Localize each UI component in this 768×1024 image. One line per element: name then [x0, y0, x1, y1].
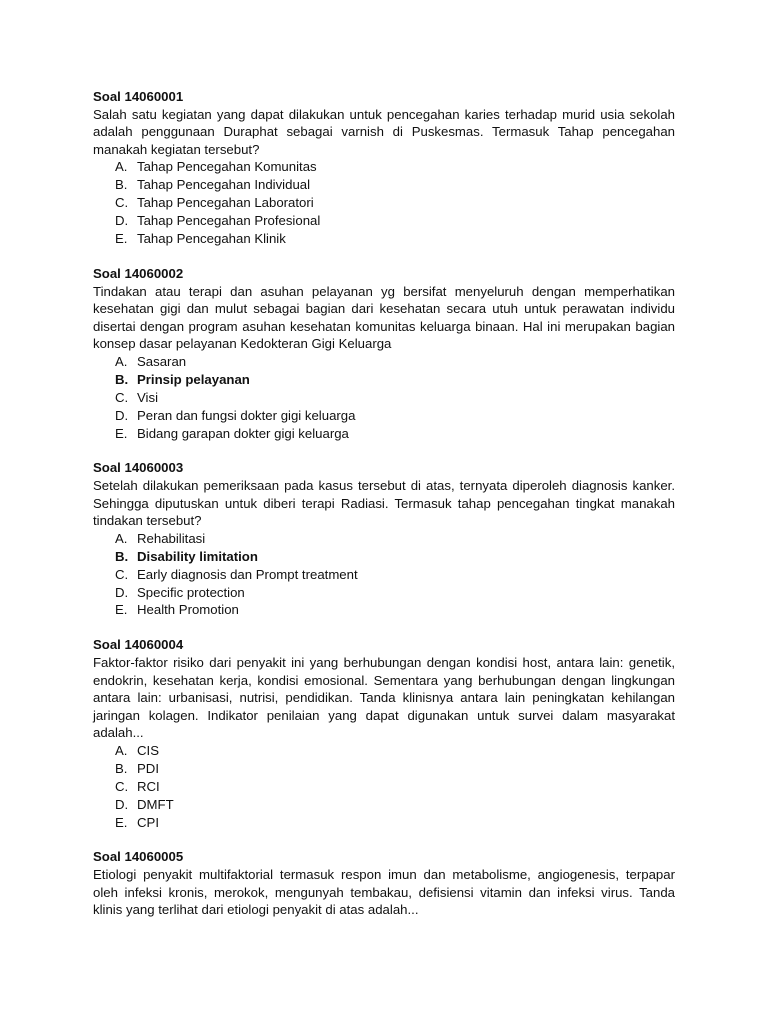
answer-option	[93, 425, 675, 443]
option-letter: E.	[115, 425, 128, 441]
option-letter: A.	[115, 742, 128, 758]
option-text: Prinsip pelayanan	[137, 371, 250, 387]
answer-option	[93, 353, 675, 371]
option-letter: E.	[115, 602, 128, 618]
answer-option	[93, 814, 675, 832]
answer-options	[93, 353, 675, 443]
option-text: CIS	[137, 742, 159, 758]
question-title: Soal 14060004	[93, 637, 184, 653]
answer-option	[93, 389, 675, 407]
question-block	[93, 848, 675, 918]
question-block	[93, 459, 675, 619]
answer-option	[93, 796, 675, 814]
option-text: Early diagnosis dan Prompt treatment	[137, 566, 358, 582]
option-text: Tahap Pencegahan Laboratori	[137, 195, 314, 211]
option-letter: D.	[115, 213, 129, 229]
option-text: PDI	[137, 760, 159, 776]
option-letter: B.	[115, 760, 128, 776]
answer-option	[93, 158, 675, 176]
question-title: Soal 14060001	[93, 89, 184, 104]
option-letter: A.	[115, 159, 128, 175]
answer-option	[93, 778, 675, 796]
answer-option	[93, 407, 675, 425]
question-list	[93, 88, 675, 936]
answer-option	[93, 742, 675, 760]
question-text: Etiologi penyakit multifaktorial termasuk respon imun dan metabolisme, angiogenesis, terpapar oleh infeksi kronis, merokok, mengunyah tembakau, defisiensi vitamin dan infeksi virus. Tanda klinis yang terlihat dari etiologi penyakit di atas adalah...	[93, 867, 675, 918]
option-text: Visi	[137, 389, 159, 405]
question-title: Soal 14060002	[93, 265, 184, 281]
question-text: Tindakan atau terapi dan asuhan pelayanan yg bersifat menyeluruh dengan memperhatikan kesehatan gigi dan mulut sebagai bagian dari kesehatan secara utuh untuk perawatan individu disertai dengan program asuhan kesehatan komunitas keluarga binaan. Hal ini merupakan bagian konsep dasar pelayanan Kedokteran Gigi Keluarga	[93, 283, 675, 352]
option-letter: C.	[115, 389, 129, 405]
question-title: Soal 14060005	[93, 849, 184, 865]
option-text: Tahap Pencegahan Komunitas	[137, 159, 317, 175]
question-block	[93, 265, 675, 443]
option-letter: C.	[115, 195, 129, 211]
option-text: Disability limitation	[137, 548, 258, 564]
option-letter: D.	[115, 796, 129, 812]
answer-option	[93, 601, 675, 619]
answer-option	[93, 212, 675, 230]
answer-option	[93, 176, 675, 194]
option-text: Specific protection	[137, 584, 245, 600]
answer-option	[93, 230, 675, 248]
question-block	[93, 636, 675, 831]
option-text: Peran dan fungsi dokter gigi keluarga	[137, 407, 356, 423]
answer-option	[93, 371, 675, 389]
answer-options	[93, 158, 675, 248]
option-text: Tahap Pencegahan Profesional	[137, 213, 321, 229]
answer-option	[93, 760, 675, 778]
answer-options	[93, 530, 675, 620]
option-letter: B.	[115, 177, 128, 193]
answer-options	[93, 742, 675, 832]
option-letter: A.	[115, 353, 128, 369]
question-text: Setelah dilakukan pemeriksaan pada kasus tersebut di atas, ternyata diperoleh diagnosis kanker. Sehingga diputuskan untuk diberi terapi Radiasi. Termasuk tahap pencegahan tingkat manakah tindakan tersebut?	[93, 478, 675, 529]
option-text: Health Promotion	[137, 602, 239, 618]
option-letter: C.	[115, 566, 129, 582]
option-text: Rehabilitasi	[137, 530, 206, 546]
option-letter: A.	[115, 530, 128, 546]
answer-option	[93, 194, 675, 212]
answer-option	[93, 530, 675, 548]
option-letter: C.	[115, 778, 129, 794]
option-text: Bidang garapan dokter gigi keluarga	[137, 425, 349, 441]
answer-option	[93, 566, 675, 584]
answer-option	[93, 584, 675, 602]
option-text: Sasaran	[137, 353, 187, 369]
option-letter: D.	[115, 584, 129, 600]
question-title: Soal 14060003	[93, 460, 184, 476]
option-text: Tahap Pencegahan Individual	[137, 177, 311, 193]
question-text: Faktor-faktor risiko dari penyakit ini yang berhubungan dengan kondisi host, antara lain: genetik, endokrin, kesehatan kerja, kondisi emosional. Sementara yang berhubungan dengan lingkungan antara lain: urbanisasi, nutrisi, pendidikan. Tanda klinisnya antara lain peningkatan kehilangan jaringan kolagen. Indikator penilaian yang dapat digunakan untuk survei dalam masyarakat adalah...	[93, 654, 675, 741]
option-letter: E.	[115, 231, 128, 246]
option-text: Tahap Pencegahan Klinik	[137, 231, 286, 246]
option-letter: E.	[115, 814, 128, 830]
question-text: Salah satu kegiatan yang dapat dilakukan untuk pencegahan karies terhadap murid usia sekolah adalah penggunaan Duraphat sebagai varnish di Puskesmas. Termasuk Tahap pencegahan manakah kegiatan tersebut?	[93, 106, 675, 157]
answer-option	[93, 548, 675, 566]
option-letter: B.	[115, 548, 129, 564]
option-text: RCI	[137, 778, 160, 794]
option-letter: D.	[115, 407, 129, 423]
option-letter: B.	[115, 371, 129, 387]
option-text: CPI	[137, 814, 159, 830]
question-block	[93, 88, 675, 248]
option-text: DMFT	[137, 796, 174, 812]
